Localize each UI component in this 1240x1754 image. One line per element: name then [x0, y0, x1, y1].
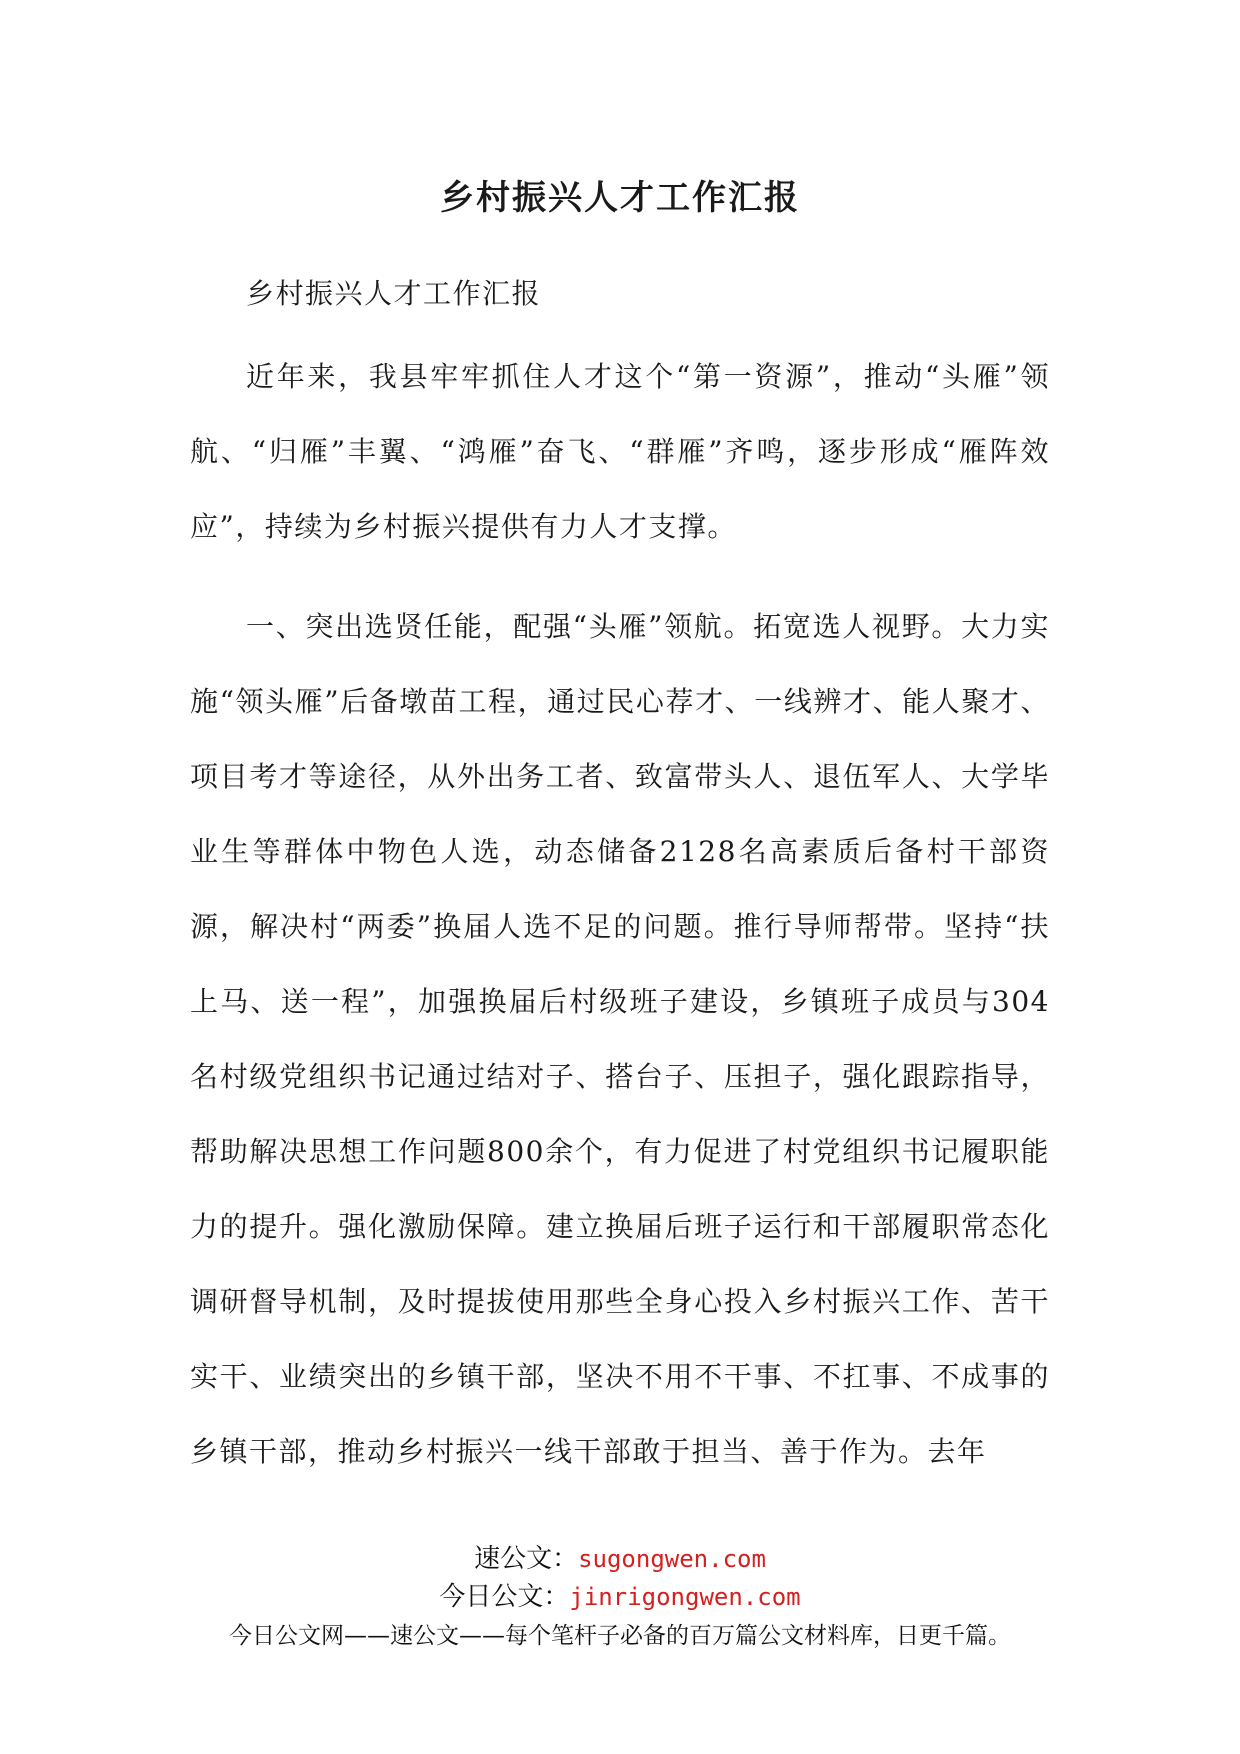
- sugongwen-link[interactable]: sugongwen.com: [578, 1545, 766, 1573]
- footer-line-jinrigongwen: [0, 1578, 1240, 1616]
- footer-line-sugongwen: [0, 1540, 1240, 1578]
- footer-label-sugongwen: 速公文：: [474, 1544, 579, 1574]
- paragraph-intro: 近年来，我县牢牢抓住人才这个“第一资源”，推动“头雁”领航、“归雁”丰翼、“鸿雁”奋飞、“群雁”齐鸣，逐步形成“雁阵效应”，持续为乡村振兴提供有力人才支撑。: [190, 360, 1050, 543]
- paragraph-section-1: 一、突出选贤任能，配强“头雁”领航。拓宽选人视野。大力实施“领头雁”后备墩苗工程，通过民心荐才、一线辨才、能人聚才、项目考才等途径，从外出务工者、致富带头人、退伍军人、大学毕业生等群体中物色人选，动态储备2128名高素质后备村干部资源，解决村“两委”换届人选不足的问题。推行导师帮带。坚持“扶上马、送一程”，加强换届后村级班子建设，乡镇班子成员与304名村级党组织书记通过结对子、搭台子、压担子，强化跟踪指导，帮助解决思想工作问题800余个，有力促进了村党组织书记履职能力的提升。强化激励保障。建立换届后班子运行和干部履职常态化调研督导机制，及时提拔使用那些全身心投入乡村振兴工作、苦干实干、业绩突出的乡镇干部，坚决不用不干事、不扛事、不成事的乡镇干部，推动乡村振兴一线干部敢于担当、善于作为。去年: [190, 610, 1050, 1468]
- footer-label-jinrigongwen: 今日公文：: [439, 1582, 570, 1612]
- document-body: [190, 256, 1050, 1514]
- footer: [0, 1540, 1240, 1654]
- jinrigongwen-link[interactable]: jinrigongwen.com: [569, 1583, 801, 1611]
- page-title: 乡村振兴人才工作汇报: [440, 178, 800, 218]
- footer-slogan: 今日公文网——速公文——每个笔杆子必备的百万篇公文材料库，日更千篇。: [229, 1623, 1011, 1649]
- document-subtitle: 乡村振兴人才工作汇报: [246, 277, 542, 310]
